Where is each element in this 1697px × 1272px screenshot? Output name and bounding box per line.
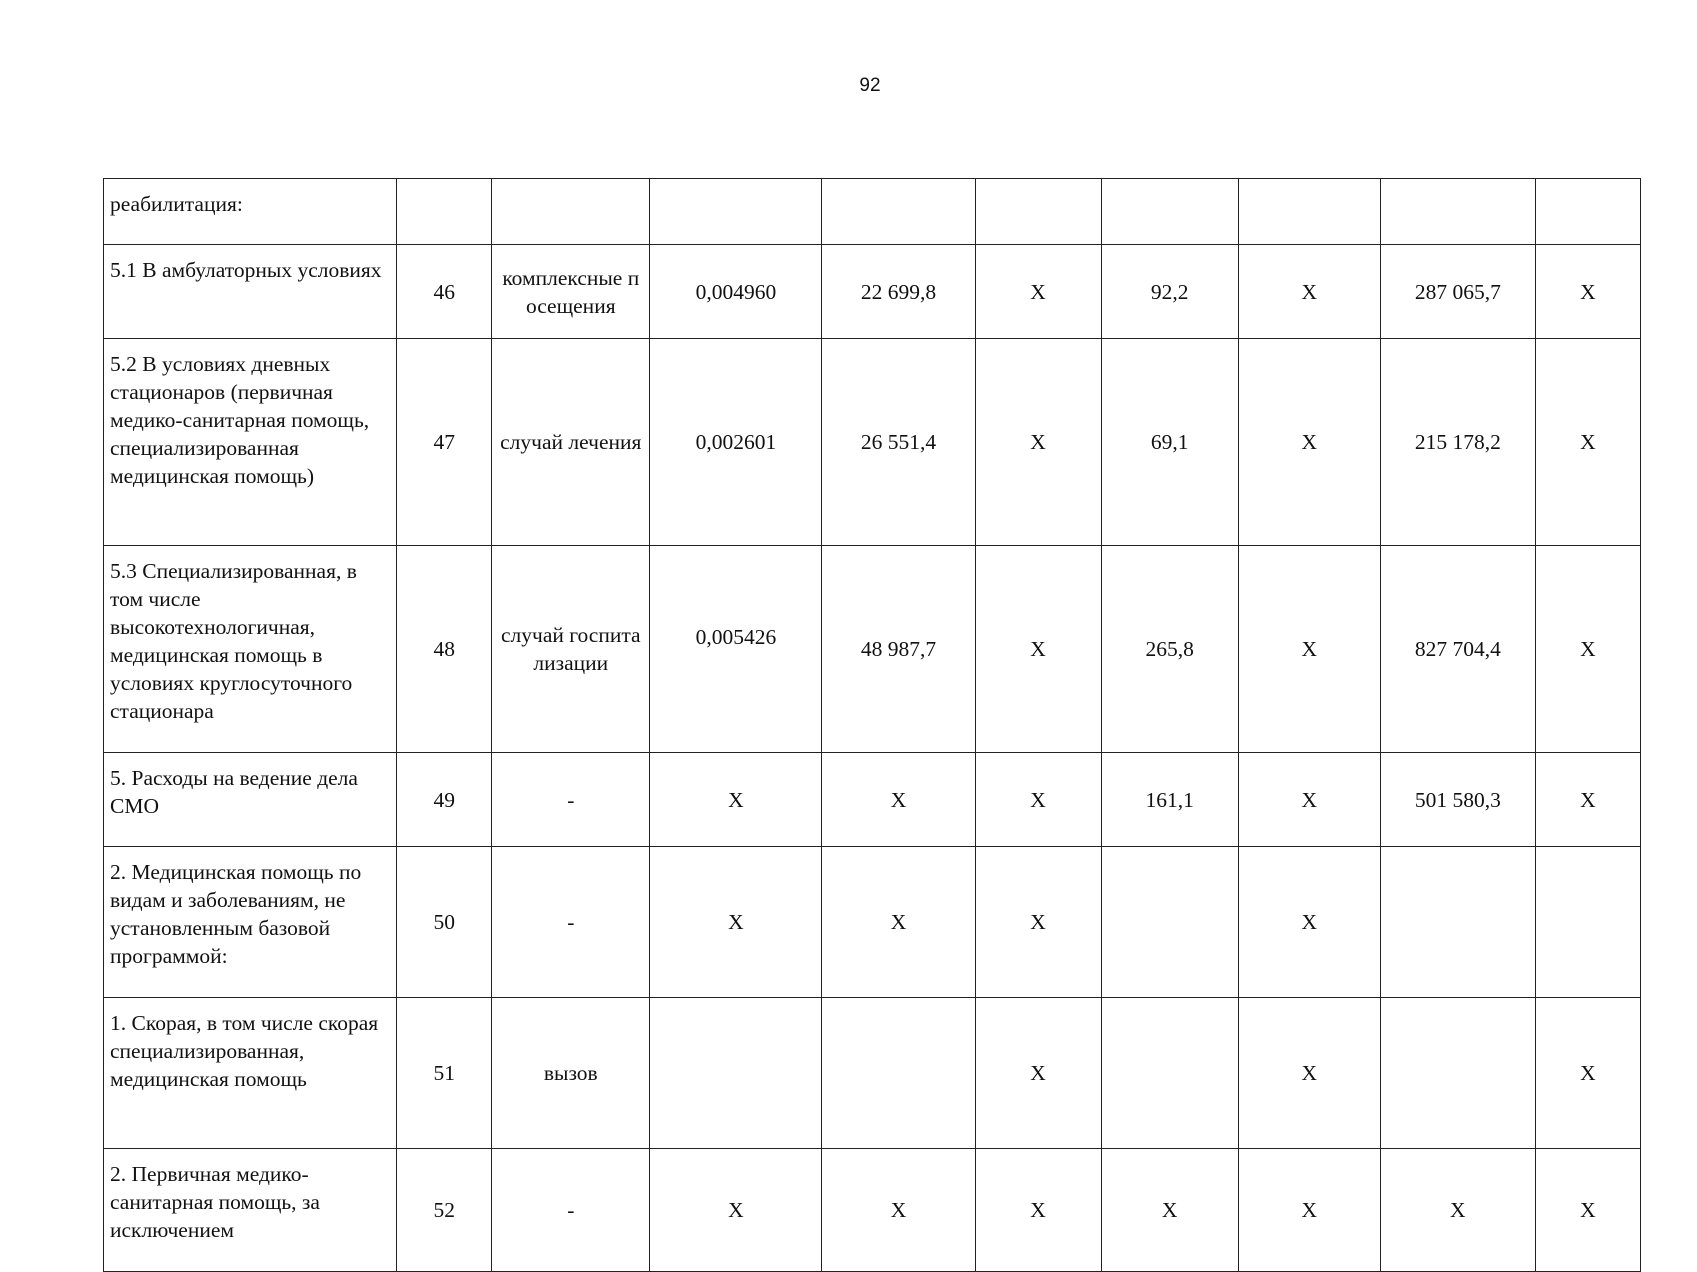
row-name-cell: 5.3 Специализированная, в том числе высокотехнологичная, медицинская помощь в условиях круглосуточного стационара — [104, 546, 397, 753]
value-cell: Х — [650, 847, 822, 998]
value-cell: 0,002601 — [650, 339, 822, 546]
value-cell: 0,004960 — [650, 245, 822, 339]
unit-cell — [492, 179, 650, 245]
value-text: 0,005426 — [695, 625, 777, 649]
value-cell — [1238, 179, 1380, 245]
value-cell: Х — [975, 245, 1101, 339]
value-cell: Х — [1535, 753, 1640, 847]
table-row — [104, 1149, 1641, 1272]
value-cell: Х — [1238, 339, 1380, 546]
value-cell — [1380, 847, 1535, 998]
row-name-cell: 5. Расходы на ведение дела СМО — [104, 753, 397, 847]
unit-cell: комплексные посещения — [492, 245, 650, 339]
value-cell — [822, 179, 975, 245]
value-cell: 215 178,2 — [1380, 339, 1535, 546]
value-cell — [1380, 998, 1535, 1149]
value-cell — [1535, 179, 1640, 245]
table-row — [104, 753, 1641, 847]
table-row — [104, 546, 1641, 753]
value-cell: 92,2 — [1101, 245, 1238, 339]
unit-cell: - — [492, 1149, 650, 1272]
value-cell: 26 551,4 — [822, 339, 975, 546]
value-cell: Х — [1238, 245, 1380, 339]
table-row — [104, 847, 1641, 998]
value-cell: 501 580,3 — [1380, 753, 1535, 847]
value-cell — [1380, 179, 1535, 245]
value-cell: 827 704,4 — [1380, 546, 1535, 753]
row-name-cell: 2. Первичная медико-санитарная помощь, за исключением — [104, 1149, 397, 1272]
unit-cell: вызов — [492, 998, 650, 1149]
row-number-cell: 48 — [397, 546, 492, 753]
value-cell: Х — [975, 1149, 1101, 1272]
value-cell: Х — [822, 1149, 975, 1272]
value-cell: 22 699,8 — [822, 245, 975, 339]
value-cell: Х — [1380, 1149, 1535, 1272]
value-cell — [822, 998, 975, 1149]
value-cell: Х — [822, 847, 975, 998]
value-cell: Х — [975, 847, 1101, 998]
value-cell: Х — [1535, 339, 1640, 546]
row-number-cell: 50 — [397, 847, 492, 998]
unit-cell: случай госпитализации — [492, 546, 650, 753]
value-cell: 69,1 — [1101, 339, 1238, 546]
value-cell — [1101, 998, 1238, 1149]
row-name-cell: 5.1 В амбулаторных условиях — [104, 245, 397, 339]
value-cell: Х — [975, 546, 1101, 753]
value-cell — [650, 998, 822, 1149]
unit-cell: - — [492, 753, 650, 847]
value-cell: Х — [1535, 245, 1640, 339]
value-cell — [1101, 179, 1238, 245]
row-number-cell: 51 — [397, 998, 492, 1149]
value-cell: Х — [650, 1149, 822, 1272]
data-table — [103, 178, 1641, 1272]
table-row — [104, 179, 1641, 245]
value-cell — [650, 179, 822, 245]
row-number-cell: 52 — [397, 1149, 492, 1272]
value-cell: Х — [975, 998, 1101, 1149]
value-cell: 265,8 — [1101, 546, 1238, 753]
value-cell: Х — [1238, 753, 1380, 847]
row-name-cell: реабилитация: — [104, 179, 397, 245]
page-number: 92 — [859, 75, 881, 96]
value-cell: 48 987,7 — [822, 546, 975, 753]
value-cell: Х — [1238, 998, 1380, 1149]
value-cell: Х — [650, 753, 822, 847]
row-name-cell: 5.2 В условиях дневных стационаров (первичная медико-санитарная помощь, специализированная медицинская помощь) — [104, 339, 397, 546]
value-cell: Х — [975, 339, 1101, 546]
unit-cell: случай лечения — [492, 339, 650, 546]
row-name-cell: 1. Скорая, в том числе скорая специализированная, медицинская помощь — [104, 998, 397, 1149]
value-cell: Х — [1101, 1149, 1238, 1272]
value-cell: 161,1 — [1101, 753, 1238, 847]
row-name-cell: 2. Медицинская помощь по видам и заболеваниям, не установленным базовой программой: — [104, 847, 397, 998]
value-cell: Х — [1238, 847, 1380, 998]
row-number-cell: 47 — [397, 339, 492, 546]
value-cell: Х — [1238, 546, 1380, 753]
value-cell — [1101, 847, 1238, 998]
value-cell: Х — [1238, 1149, 1380, 1272]
table-row — [104, 998, 1641, 1149]
value-cell — [1535, 847, 1640, 998]
row-number-cell: 46 — [397, 245, 492, 339]
value-cell: Х — [1535, 546, 1640, 753]
value-cell: Х — [822, 753, 975, 847]
table-row — [104, 245, 1641, 339]
value-cell: 287 065,7 — [1380, 245, 1535, 339]
row-number-cell — [397, 179, 492, 245]
value-cell — [975, 179, 1101, 245]
value-cell: Х — [1535, 998, 1640, 1149]
unit-cell: - — [492, 847, 650, 998]
row-number-cell: 49 — [397, 753, 492, 847]
value-cell: Х — [975, 753, 1101, 847]
value-cell: Х — [1535, 1149, 1640, 1272]
value-cell — [650, 546, 822, 753]
table-row — [104, 339, 1641, 546]
